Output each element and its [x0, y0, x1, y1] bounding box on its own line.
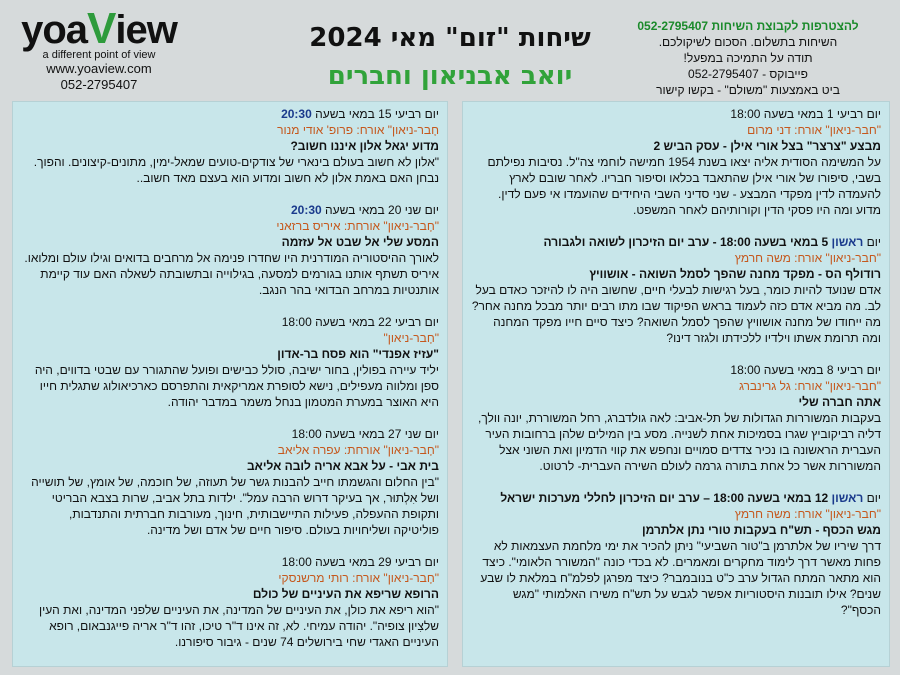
event-date: יום ראשון 5 במאי בשעה 18:00 - ערב יום הזיכרון לשואה ולגבורה [543, 235, 881, 249]
bit-line: ביט באמצעות "משולם" - בקשו קישור [656, 83, 840, 97]
event-description: לאורך ההיסטוריה המודרנית היו שחדרו פנימה אל מרחבים בדואים וגילו עולם ומלואו. איריס תשתף אותנו בגורמים למסעה, בגילוייה ובתשובתה לשאלה האם עוד קיימת אותנטיות במרחב הבדואי בהר הנגב. [24, 251, 439, 297]
logo-tagline: a different point of view [42, 49, 156, 61]
event-topic: מבצע "צרצר" בצל אורי אילן - עסק הביש 2 [653, 139, 881, 153]
event-topic: אתה חברה שלי [798, 395, 881, 409]
event-description: על המשימה הסודית אליה יצאו בשנת 1954 חמישה לוחמי צה"ל. נסיבות נפילתם בשבי, סיפורו של אורי אילן שהתאבד בכלאו וסיפור חבריו. לאחר שובם לארץ להעמדה לדין מפקדי המבצע - שני סדיני השבי היחידים שהועמדו אי פעם לדין. מדוע ומה היו פסקי הדין וקורותיהם לאחר המשפט. [487, 155, 881, 217]
logo [14, 4, 184, 93]
event-host: "חבר-ניאון" אורח: גל גרינברג [738, 379, 881, 393]
event-description: יליד עיירה בפולין, בחור ישיבה, סולל כבישים ופועל שהתגורר עם שבטי בדווים, היה ספן ומלווה מעפילים, נישא לסופרת אמריקאית והתפרסם כארכיאולוג שתגלית חייו היא האוצר במערת המטמון בנחל משמר במדבר יהודה. [34, 363, 439, 409]
event-item [21, 202, 439, 298]
event-topic: בית אבי - על אבא אריה לובה אליאב [247, 459, 439, 473]
page-title: שיחות "זום" מאי 2024 [309, 23, 591, 53]
event-description: אדם שנועד להיות כומר, בעל רגישות לבעלי חיים, שחשוב היה לו להיזכר כאדם בעל לב. מה מביא אדם כזה לעמוד בראש הפיקוד שבו מתו רבים יותר מבכל מחנה אחר? מה ייחודו של מחנה אושוויץ שהפך לסמל השואה? כיצד סיים חייו מפקד המחנה ומה תרומת אשתו וילדיו ללכידתו ולגזר דינו? [471, 283, 881, 345]
event-topic: רודולף הס - מפקד מחנה שהפך לסמל השואה - אושוויץ [589, 267, 881, 281]
event-item [21, 426, 439, 538]
event-item [21, 314, 439, 410]
website-url[interactable]: www.yoaview.com [46, 61, 152, 76]
event-date: יום רביעי 22 במאי בשעה 18:00 [281, 315, 439, 329]
payment-note: השיחות בתשלום. הסכום לשיקולכם. [658, 35, 838, 49]
event-host: "חָבר-ניאון" אורחת: איריס ברזאני [276, 219, 439, 233]
event-item [471, 106, 881, 218]
event-date: יום שני 27 במאי בשעה 18:00 [291, 427, 439, 441]
event-item [471, 362, 881, 474]
event-item [471, 234, 881, 346]
event-date: יום רביעי 8 במאי בשעה 18:00 [730, 363, 881, 377]
schedule-column-right [462, 101, 890, 667]
event-topic: המסע שלי אל שבט אל עזזמה [281, 235, 439, 249]
event-host: "חָבר-ניאון" [383, 331, 439, 345]
schedule-column-left [12, 101, 448, 667]
event-host: "חָבר-ניאון" אורח: רותי מרשנסקי [278, 571, 439, 585]
event-topic: מגש הכסף - תש"ח בעקבות טורי נתן אלתרמן [642, 523, 881, 537]
thanks-note: תודה על התמיכה במפעל! [683, 51, 813, 65]
event-host: "חבר-ניאון" אורח: משה חרמץ [734, 507, 881, 521]
page-subtitle: יואב אבניאון וחברים [327, 61, 573, 91]
logo-phone: 052-2795407 [60, 77, 138, 92]
event-description: "אלון לא חשוב בעולם בינארי של צודקים-טועים שמאל-ימין, מתונים-קיצונים. והפוך. נבחן האם באמת אלון לא חשוב ומדוע הוא בעצם מאד חשוב.. [33, 155, 439, 185]
event-topic: "עזיז אפנדי" הוא פסח בר-אדון [277, 347, 439, 361]
contact-info [618, 18, 878, 98]
event-description: "הוא ריפא את כולן, את העיניים של המדינה, את העיניים שלפני המדינה, ואת העין שלצִיון צופיה". יהודה עמיחי. לא, זה אינו ד"ר טיכו, זהו ד"ר אריה פייגנבאום, רופא העיניים האגדי שחי בירושלים 74 שנים - גיבור סיפורנו. [38, 603, 439, 649]
event-host: "חבר-ניאון" אורח: משה חרמץ [734, 251, 881, 265]
page-header [260, 22, 640, 92]
join-line: להצטרפות לקבוצת השיחות 052-2795407 [637, 19, 859, 33]
event-item [21, 554, 439, 650]
event-item [471, 490, 881, 618]
event-description: "בין החלום והגשמתו חייב להבנות גשר של תעוזה, של חוכמה, של אומץ, של תושייה ושל אִלְתוּר, אך בעיקר דרוש הרבה עמל". ילדות בתל אביב, שרות בצבא הבריטי ותקופת ההעפלה, פעילות התיישבותית, חינוך, מעורבות חברתית והתנדבות, פוליטיקה ושליחויות בעולם. סיפור חיים של אדם ושל מדינה. [31, 475, 439, 537]
event-description: דרך שיריו של אלתרמן ב"טור השביעי" ניתן להכיר את ימי מלחמת העצמאות לא פחות מאשר דרך לימוד מחקרים ומאמרים. לא בכדי כונה "המשורר הלאומי". כיצד הוא מתאר המתח הגדול ערב כ"ט בנובמבר? כיצד מפרגן לפלמ"ח במלאת לו שבע שנים? אילו תובנות היסטוריות אפשר לגבש על תש"ח משירו האלמותי "מגש הכסף"? [480, 539, 881, 617]
event-topic: הרופא שריפא את העיניים של כולם [252, 587, 439, 601]
paybox-line: פייבוקס - 052-2795407 [688, 67, 808, 81]
event-topic: מדוע יגאל אלון איננו חשוב? [290, 139, 439, 153]
event-description: בעקבות המשוררות הגדולות של תל-אביב: לאה גולדברג, רחל המשוררת, יונה וולך, דליה רביקוביץ שגרו בסמיכות אחת לשנייה. מסע בין המילים שלהן ברחובות העיר העברית הראשונה בו נכיר צדדים סמויים ונחפש את קווי הדמיון ואת השוני אצל המשוררות אשר כל אחת בתורה גרמה לעולם השירה העברית- לרטוט. [478, 411, 881, 473]
event-item [21, 106, 439, 186]
event-host: חָבר-ניאון" אורח: פרופ' אודי מנור [277, 123, 439, 137]
event-host: "חבר-ניאון" אורח: דני מרום [747, 123, 881, 137]
event-date: יום רביעי 15 במאי בשעה 20:30 [281, 107, 439, 121]
event-date: יום רביעי 1 במאי בשעה 18:00 [730, 107, 881, 121]
event-date: יום ראשון 12 במאי בשעה 18:00 – ערב יום הזיכרון לחללי מערכות ישראל [500, 491, 881, 505]
event-host: "חָבר-ניאון" אורחת: עפרה אליאב [277, 443, 439, 457]
event-date: יום רביעי 29 במאי בשעה 18:00 [281, 555, 439, 569]
logo-wordmark: yoaView [21, 4, 177, 53]
event-date: יום שני 20 במאי בשעה 20:30 [290, 203, 439, 217]
